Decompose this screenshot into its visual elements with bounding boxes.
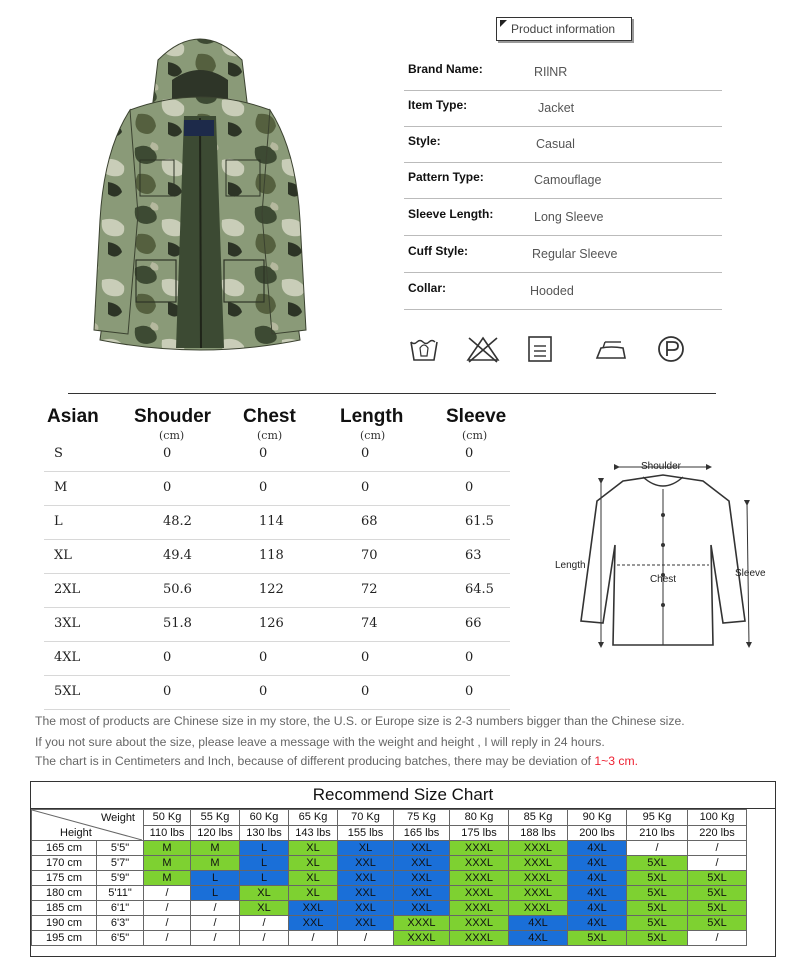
info-row-sleeve-length xyxy=(404,199,722,236)
info-value: RIlNR xyxy=(534,65,568,79)
size-recommend-cell: L xyxy=(191,871,240,886)
weight-kg-header: 55 Kg xyxy=(191,810,240,826)
size-recommend-cell: XXXL xyxy=(394,931,450,946)
size-cell: 0 xyxy=(361,480,370,495)
size-recommend-cell: / xyxy=(627,841,688,856)
size-recommend-cell: / xyxy=(144,916,191,931)
size-cell: S xyxy=(54,446,63,461)
size-recommend-cell: XXL xyxy=(338,916,394,931)
info-value: Casual xyxy=(536,137,575,151)
height-cm: 175 cm xyxy=(32,871,97,886)
col-header-length: Length xyxy=(340,406,404,427)
size-recommend-cell: XXL xyxy=(338,901,394,916)
size-recommend-cell: M xyxy=(191,841,240,856)
height-ft: 5'7" xyxy=(97,856,144,871)
info-row-collar xyxy=(404,273,722,310)
recommend-size-table xyxy=(31,809,747,946)
weight-kg-header: 75 Kg xyxy=(394,810,450,826)
shoulder-label: Shoulder xyxy=(640,461,682,472)
size-recommend-cell: XL xyxy=(289,886,338,901)
size-row xyxy=(44,505,510,540)
col-header-chest: Chest xyxy=(243,406,296,427)
height-cm: 180 cm xyxy=(32,886,97,901)
size-cell: 72 xyxy=(361,582,378,597)
size-recommend-cell: 4XL xyxy=(568,871,627,886)
size-cell: 48.2 xyxy=(163,514,192,529)
info-key: Item Type: xyxy=(408,98,468,112)
height-row xyxy=(32,886,747,901)
size-row xyxy=(44,539,510,574)
size-cell: 0 xyxy=(259,684,268,699)
flag-icon xyxy=(500,20,507,27)
size-recommend-cell: XXL xyxy=(289,916,338,931)
weight-lbs-header: 210 lbs xyxy=(627,825,688,841)
info-key: Style: xyxy=(408,134,441,148)
section-divider xyxy=(68,393,716,394)
size-cell: 114 xyxy=(259,514,284,529)
size-recommend-cell: 4XL xyxy=(568,856,627,871)
size-recommend-cell: / xyxy=(240,916,289,931)
height-ft: 6'5" xyxy=(97,931,144,946)
col-header-asian: Asian xyxy=(47,406,99,427)
size-recommend-cell: XXL xyxy=(394,886,450,901)
size-recommend-cell: / xyxy=(191,916,240,931)
col-header-shoulder: Shouder xyxy=(134,406,212,427)
info-value: Hooded xyxy=(530,284,574,298)
height-cm: 165 cm xyxy=(32,841,97,856)
size-recommend-cell: XXXL xyxy=(509,901,568,916)
size-cell: 0 xyxy=(259,480,268,495)
size-cell: 70 xyxy=(361,548,378,563)
size-recommend-cell: XXL xyxy=(394,901,450,916)
size-recommend-cell: 5XL xyxy=(627,931,688,946)
weight-kg-header: 85 Kg xyxy=(509,810,568,826)
size-recommend-cell: M xyxy=(144,871,191,886)
size-recommend-cell: 5XL xyxy=(627,916,688,931)
size-recommend-cell: XL xyxy=(289,841,338,856)
size-cell: 3XL xyxy=(54,616,81,631)
weight-kg-header: 90 Kg xyxy=(568,810,627,826)
size-recommend-cell: XL xyxy=(240,901,289,916)
weight-lbs-header: 175 lbs xyxy=(450,825,509,841)
unit-label: (cm) xyxy=(257,429,283,442)
size-recommend-cell: XXL xyxy=(338,886,394,901)
weight-lbs-header: 130 lbs xyxy=(240,825,289,841)
height-label: Height xyxy=(60,827,92,839)
chest-label: Chest xyxy=(649,574,677,585)
size-cell: 126 xyxy=(259,616,284,631)
info-value: Camouflage xyxy=(534,173,602,187)
size-cell: 0 xyxy=(361,650,370,665)
size-recommend-cell: 5XL xyxy=(688,871,747,886)
size-recommend-cell: / xyxy=(191,901,240,916)
size-cell: 122 xyxy=(259,582,284,597)
size-row xyxy=(44,471,510,506)
size-cell: 0 xyxy=(465,650,474,665)
recommend-size-chart xyxy=(30,781,776,957)
weight-kg-header: 60 Kg xyxy=(240,810,289,826)
size-cell: 0 xyxy=(259,446,268,461)
weight-lbs-header: 155 lbs xyxy=(338,825,394,841)
recommend-chart-title: Recommend Size Chart xyxy=(31,782,775,809)
size-cell: L xyxy=(54,514,63,529)
weight-kg-header: 100 Kg xyxy=(688,810,747,826)
height-cm: 195 cm xyxy=(32,931,97,946)
iron-icon xyxy=(593,334,629,364)
size-row xyxy=(44,437,510,472)
size-cell: 49.4 xyxy=(163,548,192,563)
info-key: Pattern Type: xyxy=(408,170,484,184)
size-cell: 0 xyxy=(163,446,172,461)
size-recommend-cell: 4XL xyxy=(568,916,627,931)
size-cell: 0 xyxy=(361,684,370,699)
size-note-3 xyxy=(35,754,638,768)
height-ft: 5'5" xyxy=(97,841,144,856)
size-recommend-cell: / xyxy=(688,931,747,946)
info-key: Sleeve Length: xyxy=(408,207,494,221)
size-note-1: The most of products are Chinese size in my store, the U.S. or Europe size is 2-3 numbers bigger than the Chinese size. xyxy=(35,714,685,728)
dry-clean-p-icon xyxy=(655,334,687,364)
size-recommend-cell: 4XL xyxy=(568,886,627,901)
info-key: Cuff Style: xyxy=(408,244,468,258)
info-value: Jacket xyxy=(538,101,575,115)
size-recommend-cell: XXXL xyxy=(450,901,509,916)
info-key: Brand Name: xyxy=(408,62,483,76)
weight-lbs-header: 165 lbs xyxy=(394,825,450,841)
weight-kg-header: 50 Kg xyxy=(144,810,191,826)
size-recommend-cell: 4XL xyxy=(509,931,568,946)
size-recommend-cell: L xyxy=(240,856,289,871)
size-recommend-cell: 5XL xyxy=(627,901,688,916)
size-recommend-cell: / xyxy=(144,901,191,916)
size-recommend-cell: L xyxy=(191,886,240,901)
unit-label: (cm) xyxy=(159,429,185,442)
size-recommend-cell: XL xyxy=(289,856,338,871)
size-cell: 51.8 xyxy=(163,616,192,631)
weight-kg-header: 65 Kg xyxy=(289,810,338,826)
weight-kg-header: 80 Kg xyxy=(450,810,509,826)
info-row-pattern-type xyxy=(404,162,722,199)
weight-lbs-header: 200 lbs xyxy=(568,825,627,841)
size-recommend-cell: M xyxy=(191,856,240,871)
unit-label: (cm) xyxy=(462,429,488,442)
size-recommend-cell: 5XL xyxy=(627,871,688,886)
size-cell: 0 xyxy=(465,480,474,495)
size-cell: 5XL xyxy=(54,684,81,699)
size-cell: M xyxy=(54,480,68,495)
height-cm: 185 cm xyxy=(32,901,97,916)
weight-height-corner xyxy=(32,810,144,841)
size-recommend-cell: XL xyxy=(240,886,289,901)
size-note-3-text: The chart is in Centimeters and Inch, because of different producing batches, there may be deviation of xyxy=(35,754,595,768)
weight-lbs-header: 220 lbs xyxy=(688,825,747,841)
tumble-dry-icon xyxy=(526,334,554,364)
wash-30-icon xyxy=(408,334,440,364)
height-ft: 5'11" xyxy=(97,886,144,901)
height-ft: 6'3" xyxy=(97,916,144,931)
weight-lbs-header: 143 lbs xyxy=(289,825,338,841)
size-cell: 0 xyxy=(163,480,172,495)
info-row-cuff-style xyxy=(404,236,722,273)
height-row xyxy=(32,916,747,931)
size-recommend-cell: 4XL xyxy=(568,901,627,916)
size-recommend-cell: L xyxy=(240,841,289,856)
deviation-value: 1~3 cm. xyxy=(594,754,639,768)
size-recommend-cell: 5XL xyxy=(568,931,627,946)
size-recommend-cell: / xyxy=(338,931,394,946)
size-recommend-cell: XXXL xyxy=(394,916,450,931)
size-recommend-cell: XXL xyxy=(289,901,338,916)
size-cell: 74 xyxy=(361,616,378,631)
measurement-diagram xyxy=(545,455,780,665)
product-information-tag xyxy=(496,17,632,41)
size-row xyxy=(44,607,510,642)
sleeve-label: Sleeve xyxy=(735,568,766,579)
size-recommend-cell: XXXL xyxy=(450,856,509,871)
unit-label: (cm) xyxy=(360,429,386,442)
weight-lbs-header: 110 lbs xyxy=(144,825,191,841)
size-recommend-cell: / xyxy=(688,856,747,871)
camouflage-jacket-image xyxy=(70,20,330,370)
height-row xyxy=(32,931,747,946)
size-cell: 0 xyxy=(361,446,370,461)
weight-label: Weight xyxy=(100,812,135,824)
size-recommend-cell: 5XL xyxy=(688,916,747,931)
size-cell: 4XL xyxy=(54,650,81,665)
size-cell: 63 xyxy=(465,548,482,563)
size-cell: 0 xyxy=(163,650,172,665)
info-key: Collar: xyxy=(408,281,447,295)
size-recommend-cell: 4XL xyxy=(509,916,568,931)
size-recommend-cell: XXXL xyxy=(450,916,509,931)
size-row xyxy=(44,573,510,608)
col-header-sleeve: Sleeve xyxy=(446,406,507,427)
size-recommend-cell: XXL xyxy=(338,856,394,871)
height-ft: 6'1" xyxy=(97,901,144,916)
size-recommend-cell: / xyxy=(688,841,747,856)
size-cell: 0 xyxy=(163,684,172,699)
size-recommend-cell: XXXL xyxy=(450,871,509,886)
size-recommend-cell: XXL xyxy=(394,871,450,886)
size-cell: 0 xyxy=(465,446,474,461)
height-cm: 190 cm xyxy=(32,916,97,931)
size-recommend-cell: M xyxy=(144,841,191,856)
height-cm: 170 cm xyxy=(32,856,97,871)
size-cell: 0 xyxy=(259,650,268,665)
info-row-style xyxy=(404,126,722,163)
size-recommend-cell: M xyxy=(144,856,191,871)
size-recommend-cell: / xyxy=(240,931,289,946)
size-recommend-cell: XXXL xyxy=(509,841,568,856)
size-recommend-cell: 5XL xyxy=(627,886,688,901)
height-row xyxy=(32,841,747,856)
size-recommend-cell: XXL xyxy=(338,871,394,886)
size-recommend-cell: / xyxy=(144,931,191,946)
height-ft: 5'9" xyxy=(97,871,144,886)
no-bleach-icon xyxy=(465,334,501,364)
size-recommend-cell: / xyxy=(191,931,240,946)
weight-lbs-header: 188 lbs xyxy=(509,825,568,841)
size-recommend-cell: 4XL xyxy=(568,841,627,856)
size-recommend-cell: XXXL xyxy=(509,886,568,901)
size-recommend-cell: / xyxy=(144,886,191,901)
size-recommend-cell: XXXL xyxy=(509,856,568,871)
size-cell: 68 xyxy=(361,514,378,529)
height-row xyxy=(32,901,747,916)
size-cell: 61.5 xyxy=(465,514,494,529)
size-recommend-cell: XXL xyxy=(394,856,450,871)
size-note-2: If you not sure about the size, please leave a message with the weight and height , I will reply in 24 hours. xyxy=(35,735,605,749)
size-cell: XL xyxy=(54,548,72,563)
size-recommend-cell: XL xyxy=(289,871,338,886)
size-recommend-cell: 5XL xyxy=(688,901,747,916)
height-row xyxy=(32,856,747,871)
size-cell: 0 xyxy=(465,684,474,699)
size-recommend-cell: 5XL xyxy=(627,856,688,871)
info-value: Regular Sleeve xyxy=(532,247,618,261)
info-row-item-type xyxy=(404,90,722,127)
size-recommend-cell: XXXL xyxy=(450,931,509,946)
size-recommend-cell: XXXL xyxy=(509,871,568,886)
size-cell: 50.6 xyxy=(163,582,192,597)
product-information-title: Product information xyxy=(511,22,616,36)
size-cell: 2XL xyxy=(54,582,81,597)
height-row xyxy=(32,871,747,886)
weight-kg-header: 70 Kg xyxy=(338,810,394,826)
weight-lbs-header: 120 lbs xyxy=(191,825,240,841)
size-row xyxy=(44,675,510,710)
size-recommend-cell: 5XL xyxy=(688,886,747,901)
weight-kg-header: 95 Kg xyxy=(627,810,688,826)
size-cell: 66 xyxy=(465,616,482,631)
size-cell: 64.5 xyxy=(465,582,494,597)
size-recommend-cell: XXL xyxy=(394,841,450,856)
size-recommend-cell: / xyxy=(289,931,338,946)
size-cell: 118 xyxy=(259,548,284,563)
info-row-brand xyxy=(404,54,722,91)
size-recommend-cell: XXXL xyxy=(450,841,509,856)
size-recommend-cell: XXXL xyxy=(450,886,509,901)
size-recommend-cell: L xyxy=(240,871,289,886)
length-label: Length xyxy=(555,560,586,571)
size-recommend-cell: XL xyxy=(338,841,394,856)
size-row xyxy=(44,641,510,676)
info-value: Long Sleeve xyxy=(534,210,604,224)
